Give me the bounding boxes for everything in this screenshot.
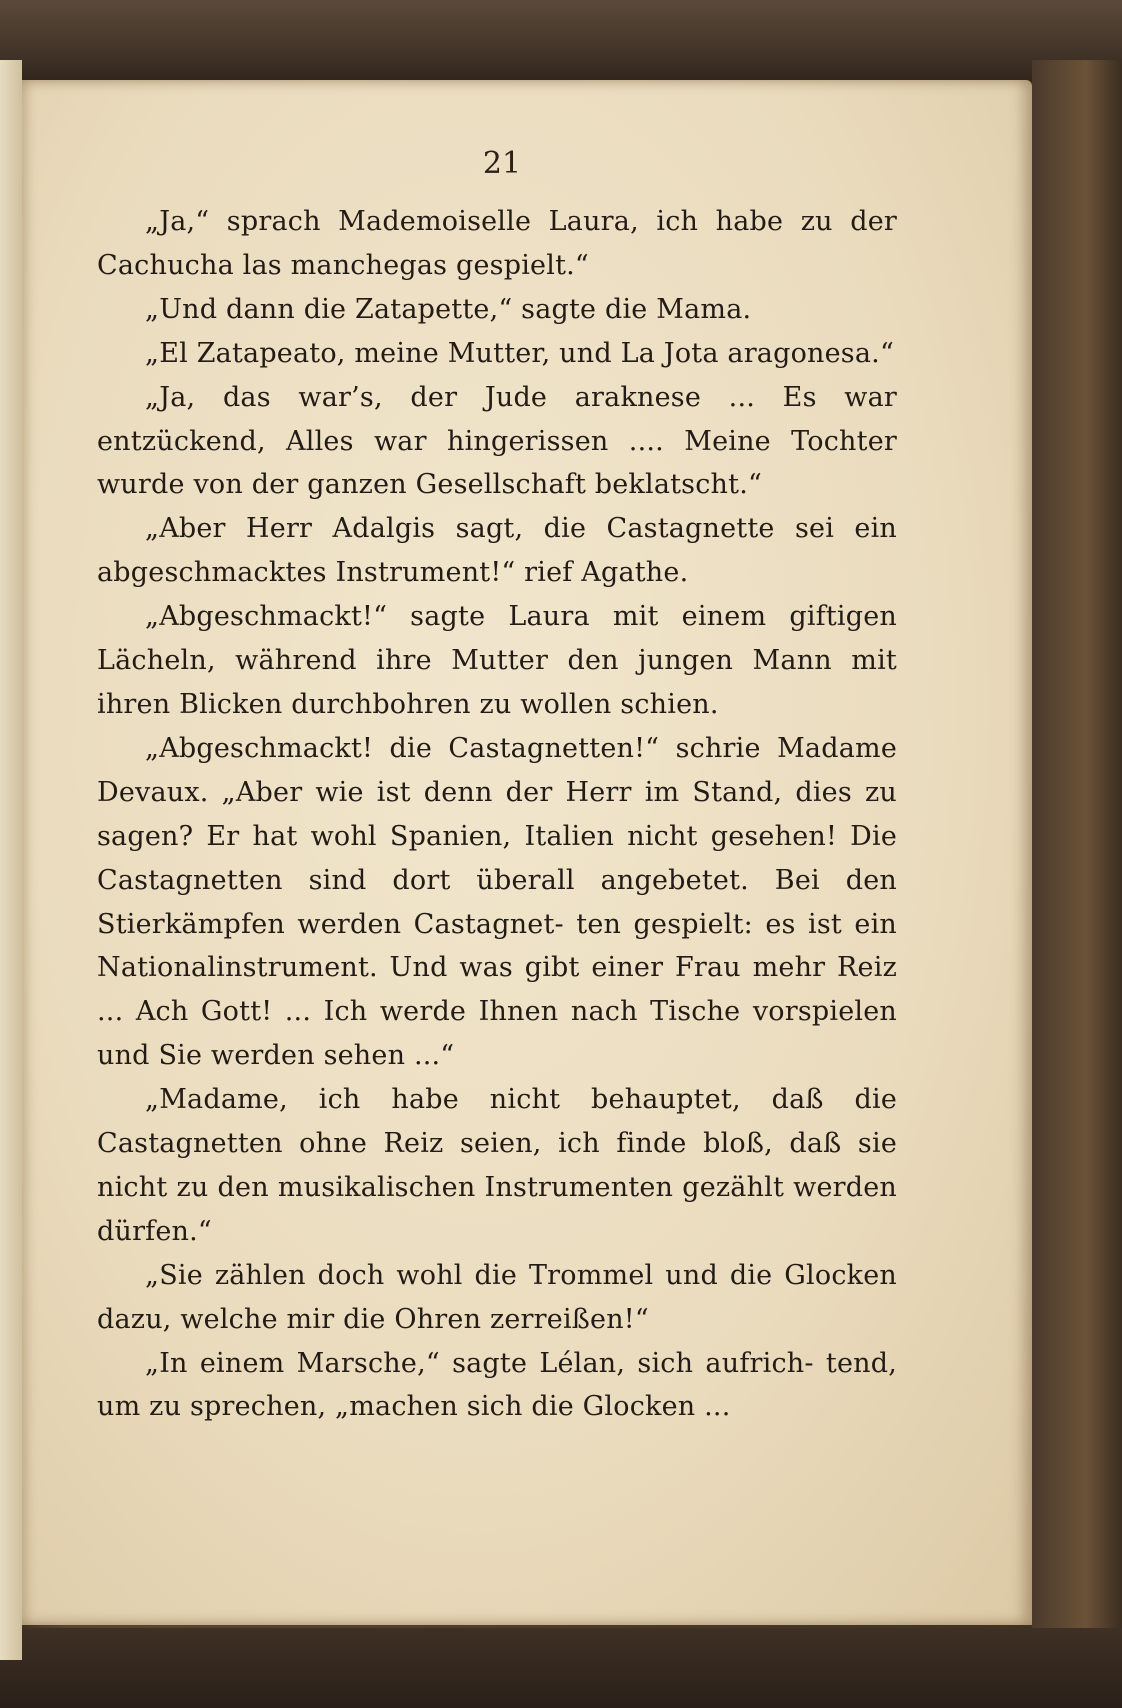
previous-page-edge xyxy=(0,60,22,1660)
paragraph-4: „Ja, das war’s, der Jude araknese ... Es war entzückend, Alles war hingerissen .... Meine Tochter wurde von der ganzen Gesellschaft beklatscht.“ xyxy=(97,381,897,501)
paragraph-2: „Und dann die Zatapette,“ sagte die Mama. xyxy=(145,293,752,325)
paragraph-3: „El Zatapeato, meine Mutter, und La Jota aragonesa.“ xyxy=(145,337,894,369)
paragraph-9: „Sie zählen doch wohl die Trommel und die Glocken dazu, welche mir die Ohren zerreißen!“ xyxy=(97,1259,897,1335)
paragraph-6: „Abgeschmackt!“ sagte Laura mit einem giftigen Lächeln, während ihre Mutter den jungen Mann mit ihren Blicken durchbohren zu wollen schien. xyxy=(97,601,897,720)
paragraph-8: „Madame, ich habe nicht behauptet, daß die Castagnetten ohne Reiz seien, ich finde bloß, daß sie nicht zu den musikalischen Instrumenten gezählt werden dürfen.“ xyxy=(97,1084,897,1247)
paragraph-5: „Aber Herr Adalgis sagt, die Castagnette sei ein abgeschmacktes Instrument!“ rief Agathe. xyxy=(97,513,897,589)
book-cover-right-edge xyxy=(1032,60,1122,1708)
page-text xyxy=(97,200,897,1429)
book-page xyxy=(22,80,1032,1625)
paragraph-10: „In einem Marsche,“ sagte Lélan, sich aufrich- tend, um zu sprechen, „machen sich die Glocken ... xyxy=(97,1347,897,1423)
book-cover-bottom-edge xyxy=(0,1628,1122,1708)
page-number: 21 xyxy=(482,146,522,181)
paragraph-7: „Abgeschmackt! die Castagnetten!“ schrie Madame Devaux. „Aber wie ist denn der Herr im Stand, dies zu sagen? Er hat wohl Spanien, Italien nicht gesehen! Die Castagnetten sind dort überall angebetet. Bei den Stierkämpfen werden Castagnet- ten gespielt: es ist ein Nationalinstrument. Und was gibt einer Frau mehr Reiz ... Ach Gott! ... Ich werde Ihnen nach Tische vorspielen und Sie werden sehen ...“ xyxy=(97,732,897,1072)
paragraph-1: „Ja,“ sprach Mademoiselle Laura, ich habe zu der Cachucha las manchegas gespielt.“ xyxy=(97,206,897,281)
book-cover-top-edge xyxy=(0,0,1122,90)
